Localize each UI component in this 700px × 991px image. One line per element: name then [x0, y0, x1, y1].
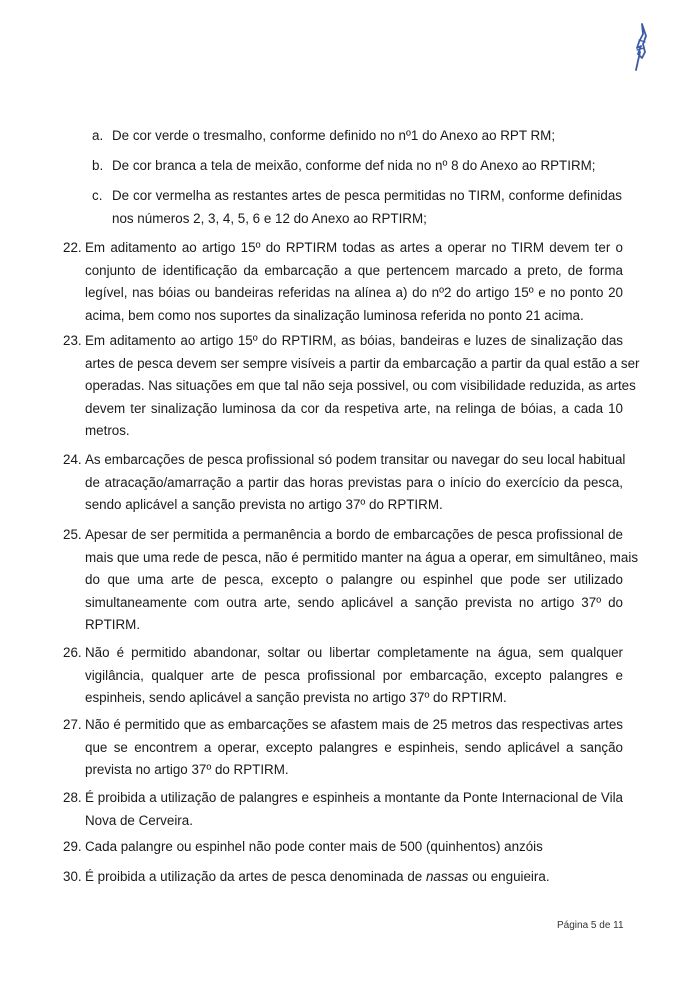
item-number: 22. [63, 240, 82, 255]
item-number: 26. [63, 645, 82, 660]
item-text-line: mais que uma rede de pesca, não é permitido manter na água a operar, em simultâneo, mais [85, 549, 639, 565]
item-number: 23. [63, 333, 82, 348]
item-text-line: de atracação/amarração a partir das horas previstas para o início do exercício da pesca, [85, 474, 623, 490]
item-text-line: que se encontrem a operar, excepto palangres e espinheis, sendo aplicável a sanção [85, 739, 623, 755]
item-text-line: operadas. Nas situações em que tal não seja possivel, ou com visibilidade reduzida, as artes [85, 378, 636, 393]
subitem-text: nos números 2, 3, 4, 5, 6 e 12 do Anexo ao RPTIRM; [112, 210, 427, 226]
item-text-line: metros. [85, 423, 130, 438]
page-number-footer: Página 5 de 11 [557, 920, 624, 931]
item-text-line: devem ter sinalização luminosa da cor da respetiva arte, na relinga de bóias, a cada 10 [85, 400, 623, 416]
item-number: 27. [63, 717, 82, 732]
item-text-line: Não é permitido que as embarcações se afastem mais de 25 metros das respectivas artes [85, 717, 623, 732]
subitem-label: a. [92, 128, 104, 143]
item-text-line: Em aditamento ao artigo 15º do RPTIRM, as bóias, bandeiras e luzes de sinalização das [85, 333, 623, 348]
signature-mark [628, 22, 658, 72]
item-text-line: vigilância, qualquer arte de pesca profissional por embarcação, excepto palangres e [85, 667, 623, 683]
item-text-line: As embarcações de pesca profissional só podem transitar ou navegar do seu local habitual [85, 452, 626, 467]
item-text-after: ou enguieira. [468, 869, 550, 884]
item-text-line: Cada palangre ou espinhel não pode conter mais de 500 (quinhentos) anzóis [85, 839, 543, 854]
item-text-line: Nova de Cerveira. [85, 812, 193, 828]
item-number: 30. [63, 869, 82, 884]
item-number: 25. [63, 527, 82, 542]
item-text-line: do que uma arte de pesca, excepto o palangre ou espinhel que pode ser utilizado [85, 572, 623, 587]
item-number: 28. [63, 790, 82, 805]
item-text-line: artes de pesca devem ser sempre visíveis a partir da embarcação a partir da qual estão a ser [85, 355, 640, 371]
item-text-line: prevista no artigo 37º do RPTIRM. [85, 762, 289, 777]
item-text-line: conjunto de identificação da embarcação a que pertencem marcado a preto, de forma [85, 262, 623, 278]
item-text-italic: nassas [425, 869, 469, 884]
subitem-label: c. [92, 188, 103, 203]
item-text-line: legível, nas bóias ou bandeiras referidas na alínea a) do nº2 do artigo 15º e no ponto 20 [85, 285, 623, 300]
subitem-text: De cor verde o tresmalho, conforme definido no nº1 do Anexo ao RPT RM; [112, 128, 556, 143]
subitem-text: De cor branca a tela de meixão, conforme def nida no nº 8 do Anexo ao RPTIRM; [112, 158, 596, 173]
item-text-line: acima, bem como nos suportes da sinalização luminosa referida no ponto 21 acima. [85, 307, 584, 323]
subitem-label: b. [92, 158, 104, 173]
item-text-line: sendo aplicável a sanção prevista no artigo 37º do RPTIRM. [85, 497, 443, 512]
subitem-text: De cor vermelha as restantes artes de pesca permitidas no TIRM, conforme definidas [112, 188, 622, 203]
item-number: 24. [63, 452, 82, 467]
item-text-line: simultaneamente com outra arte, sendo aplicável a sanção prevista no artigo 37º do [85, 594, 623, 610]
item-number: 29. [63, 839, 82, 854]
item-text-line: espinheis, sendo aplicável a sanção prevista no artigo 37º do RPTIRM. [85, 690, 507, 705]
item-text-line: Apesar de ser permitida a permanência a bordo de embarcações de pesca profissional de [85, 527, 623, 542]
item-text-before: É proibida a utilização da artes de pesca denominada de [85, 869, 426, 884]
item-text-line: Em aditamento ao artigo 15º do RPTIRM todas as artes a operar no TIRM devem ter o [85, 240, 623, 255]
item-text-line [85, 866, 623, 889]
item-text-line: Não é permitido abandonar, soltar ou libertar completamente na água, sem qualquer [85, 645, 623, 660]
item-text-line: É proibida a utilização de palangres e espinheis a montante da Ponte Internacional de Vila [85, 790, 623, 805]
item-text-line: RPTIRM. [85, 617, 141, 632]
